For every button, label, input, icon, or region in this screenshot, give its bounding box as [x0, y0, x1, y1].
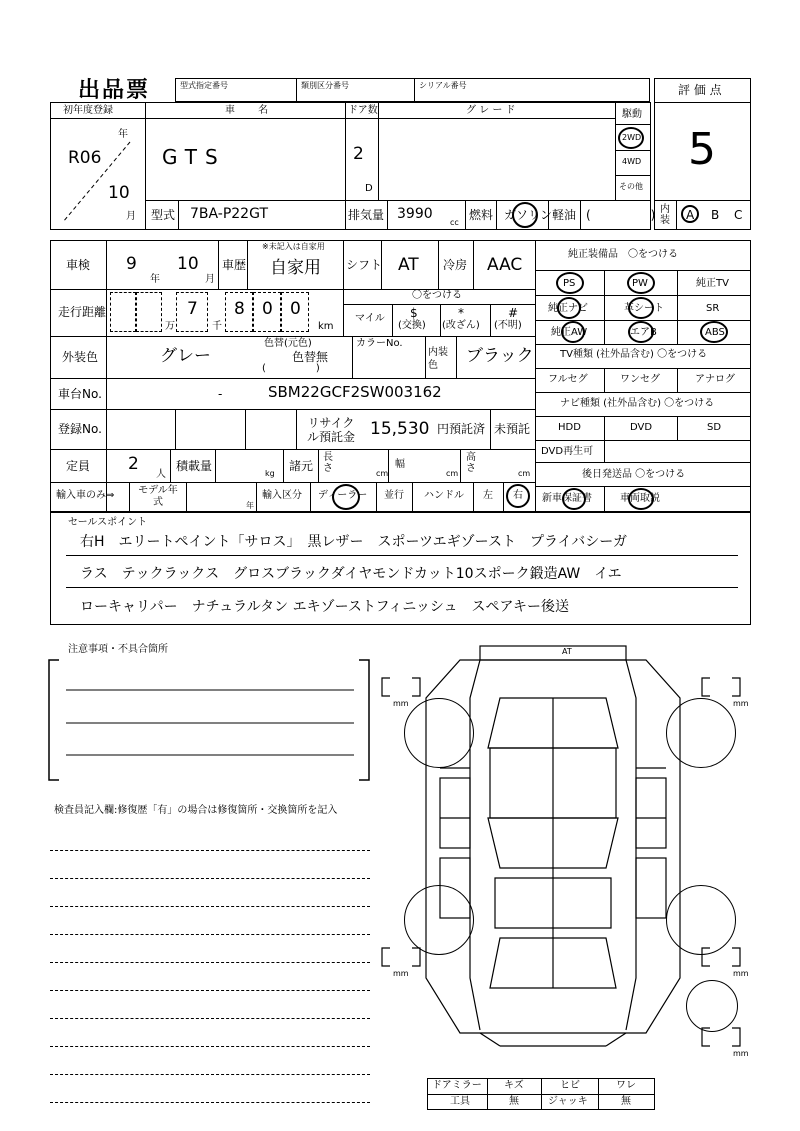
sales-point-label: セールスポイント	[68, 517, 148, 528]
drive-4wd: 4WD	[622, 157, 642, 166]
car-name-value: GTS	[162, 145, 226, 169]
equip-ps: PS	[563, 278, 576, 289]
later-title: 後日発送品 〇をつける	[582, 469, 686, 480]
equip-sr: SR	[706, 303, 720, 314]
mileage-digit-7: 7	[187, 299, 198, 319]
class-number-label: 類別区分番号	[301, 81, 349, 90]
recycle-label: リサイクル預託金	[306, 416, 355, 444]
ac-label: 冷房	[443, 258, 468, 272]
doors-value: 2	[353, 144, 364, 164]
displacement-label: 排気量	[348, 208, 385, 222]
score-label: 評 価 点	[678, 83, 722, 97]
equip-pw: PW	[632, 278, 648, 289]
displacement-value: 3990	[397, 206, 433, 222]
drive-2wd-circle	[618, 127, 644, 149]
wheel-rear-right	[666, 885, 736, 955]
exterior-color-value: グレー	[160, 346, 211, 366]
equip-leather: 革シート	[624, 303, 664, 314]
header-number-box	[175, 78, 650, 102]
shift-value: AT	[398, 255, 419, 275]
first-reg-value: R06	[68, 148, 102, 168]
interior-a-circle	[681, 205, 699, 223]
caution-label: 注意事項・不具合箇所	[68, 644, 168, 655]
interior-color-label: 内装色	[428, 347, 448, 371]
drive-2wd: 2WD	[622, 133, 642, 142]
equip-navi: 純正ナビ	[548, 303, 588, 314]
spare-tire	[686, 980, 738, 1032]
equipment-title: 純正装備品 〇をつける	[568, 249, 678, 260]
ac-value: AAC	[487, 255, 523, 275]
diagram-at-label: AT	[562, 647, 572, 656]
equip-tv: 純正TV	[696, 278, 729, 289]
import-label: 輸入車のみ⇒	[56, 490, 115, 501]
capacity-label: 定員	[66, 459, 91, 473]
color-no-label: カラーNo.	[356, 338, 403, 349]
score-value: 5	[688, 124, 716, 175]
handle-right-circle	[506, 484, 530, 508]
type-number-label: 型式指定番号	[180, 81, 228, 90]
capacity-value: 2	[128, 454, 139, 474]
caution-bracket	[44, 655, 374, 785]
recycle-value: 15,530	[370, 419, 430, 439]
handle-right: 右	[513, 490, 523, 501]
interior-opt-b: B	[711, 208, 720, 222]
model-value: 7BA-P22GT	[190, 206, 268, 222]
exterior-color-label: 外装色	[62, 350, 99, 364]
fuel-label: 燃料	[469, 208, 494, 222]
shift-label: シフト	[346, 258, 383, 272]
equip-airbag: エアB	[630, 327, 657, 338]
wheel-front-right	[666, 698, 736, 768]
import-category-label: 輸入区分	[262, 490, 302, 501]
serial-number-label: シリアル番号	[419, 81, 467, 90]
sales-point-line-2: ラス テックラックス グロスブラックダイヤモンドカット10スポーク鍛造AW イエ	[80, 566, 622, 582]
interior-label: 内装	[660, 204, 670, 226]
navi-title: ナビ種類 (社外品含む) 〇をつける	[560, 398, 715, 409]
shaken-month: 10	[177, 254, 199, 274]
equip-abs: ABS	[705, 327, 725, 338]
shaken-year: 9	[126, 254, 137, 274]
dimensions-label: 諸元	[289, 459, 314, 473]
wheel-rear-left	[404, 885, 474, 955]
interior-color-value: ブラック	[466, 346, 534, 366]
tv-title: TV種類 (社外品含む) 〇をつける	[560, 349, 708, 360]
sales-point-line-1: 右H エリートペイント「サロス」 黒レザー スポーツエギゾースト プライバシーガ	[80, 534, 628, 550]
wheel-front-left	[404, 698, 474, 768]
interior-opt-c: C	[734, 208, 743, 222]
handle-label: ハンドル	[424, 490, 464, 501]
vin-value: SBM22GCF2SW003162	[268, 383, 442, 401]
first-reg-month: 10	[108, 183, 130, 203]
drive-other: その他	[619, 182, 643, 191]
mile-option: マイル	[355, 313, 385, 324]
shaken-label: 車検	[66, 258, 91, 272]
fuel-gasoline: ガソリン	[504, 208, 553, 222]
fuel-diesel: 軽油	[552, 208, 577, 222]
history-value: 自家用	[270, 258, 321, 278]
load-label: 積載量	[176, 459, 213, 473]
history-label: 車歴	[222, 258, 247, 272]
vin-label: 車台No.	[58, 387, 102, 401]
model-year-label: モデル年式	[138, 485, 178, 508]
interior-opt-a: A	[686, 208, 695, 222]
later-manual: 車両取説	[620, 493, 660, 504]
repaint-value: 色替無	[292, 350, 329, 364]
grade-label: グ レ ー ド	[466, 105, 516, 116]
import-dealer: ディーラー	[318, 490, 368, 501]
drive-label: 駆動	[622, 109, 642, 120]
sales-point-line-3: ローキャリパー ナチュラルタン エキゾーストフィニッシュ スペアキー後送	[80, 599, 569, 615]
later-warranty: 新車保証書	[542, 493, 592, 504]
fuel-gasoline-circle	[512, 202, 538, 228]
first-reg-label: 初年度登録	[63, 105, 113, 116]
form-title: 出品票	[78, 78, 151, 103]
model-label: 型式	[151, 208, 176, 222]
inspector-label: 検査員記入欄:修復歴「有」の場合は修復箇所・交換箇所を記入	[54, 805, 338, 816]
mileage-label: 走行距離	[58, 305, 107, 319]
equip-aw: 純正AW	[551, 327, 588, 338]
reg-no-label: 登録No.	[58, 422, 102, 436]
import-dealer-circle	[332, 484, 360, 510]
car-name-label: 車 名	[225, 105, 279, 116]
doors-label: ドア数	[348, 105, 378, 116]
